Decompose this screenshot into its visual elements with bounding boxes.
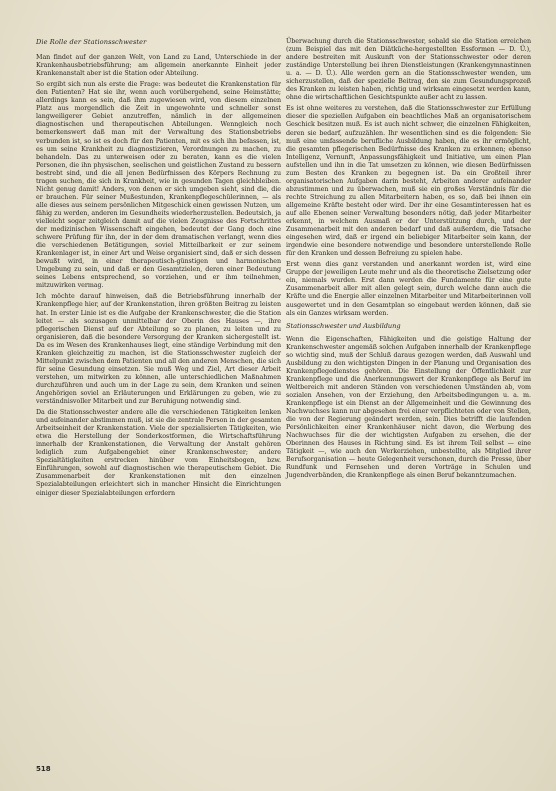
page-number: 518 [36,765,51,773]
section-heading: Die Rolle der Stationsschwester [36,38,147,46]
paragraph: Ich möchte darauf hinweisen, daß die Betriebsführung innerhalb der Krankenpflege hier, auf der Krankenstation, ihren größten Beitrag zu leisten hat. In erster Linie ist es die Aufgabe der Krankenschwester, die die Station leitet — als sozusagen unmittelbar der Oberin des Hauses —, ihre pflegerischen Dienst auf der Abteilung so zu planen, zu leiten und zu organisieren, daß die besondere Versorgung der Kranken sichergestellt ist. Da es im Wesen des Krankenhauses liegt, eine ständige Verbindung mit den Kranken gleichzeitig zu machen, ist die Stationsschwester zugleich der Mittelpunkt zwischen dem Patienten und all den anderen Menschen, die sich für seine Gesundung einsetzen. Sie muß Weg und Ziel, Art dieser Arbeit verstehen, um mitwirken zu können, alle unterschiedlichen Maßnahmen durchzuführen und auch um in der Lage zu sein, dem Kranken und seinen Angehörigen soviel an Erläuterungen und Erklärungen zu geben, wie zu verständnisvoller Mitarbeit und zur Beruhigung notwendig sind. [36,293,281,406]
section-subheading: Stationsschwester und Ausbildung [286,321,401,330]
left-column [36,38,281,501]
paragraph: Da die Stationsschwester andere alle die verschiedenen Tätigkeiten lenken und aufeinander abstimmen muß, ist sie die zentrale Person in der gesamten Arbeitseinheit der Krankenstation. Viele der spezialisierten Tätigkeiten, wie etwa die Herstellung der Sonderkostformen, die Wirtschaftsführung innerhalb der Krankenstationen, die Verwaltung der Anstalt gehören lediglich zum Aufgabengebiet einer Krankenschwester; andere Spezialtätigkeiten erstrecken hinüber vom Einheitsbogen, bzw. Einführungen, sowohl auf diagnostischen wie therapeutischem Gebiet. Die Zusammenarbeit der Krankenstationen mit den einzelnen Spezialabteilungen erleichtert sich in mancher Hinsicht die Einrichtungen einiger dieser Spezialabteilungen erfordern [36,409,281,497]
paragraph: Man findet auf der ganzen Welt, von Land zu Land, Unterschiede in der Krankenhausbetriebsführung; am allgemein anerkannte Einheit jeder Krankenanstalt aber ist die Station oder Abteilung. [36,54,281,78]
paragraph: So ergibt sich nun als erste die Frage: was bedeutet die Krankenstation für den Patienten? Hat sie ihr, wenn auch vorübergehend, seine Heimstätte; allerdings kann es sein, daß ihm zugewiesen wird, von diesem einzelnen Platz aus morgendlich die Zeit in ungewohnte und schneller sonst langweiligerer Gebiet anzutreffen, nämlich in der allgemeinen diagnostischen und therapeutischen Abteilungen. Wenngleich noch bemerkenswert daß man mit der Verwaltung des Stationsbetriebs verbunden ist, so ist es doch für den Patienten, mit es sich ihn befassen, ist, es um seine Krankheit zu diagnostizieren, Verordnungen zu machen, zu behandeln. Das zu unterweisen oder zu beraten, kann es die vielen Personen, die ihn physischen, seelischen und geistlichen Zustand zu bessern bestrebt sind, und die all jenen Bedürfnissen des Körpers Rechnung zu tragen suchen, die sich in Krankheit, wie in gesunden Tagen gleichbleiben. Nicht genug damit! Anders, von denen er sich umgeben sieht, sind die, die er brauchen. Für seiner Mußestunden, Krankenpflegeschülerinnen, — als alle dieses aus seinem persönlichen Mitgeschick einen gewissen Nutzen, um fähig zu werden, anderen im Gesundheits wiederherzustellen. Bedeutsich, ja vielleicht sogar zeitgleich damit auf die vielen Zeugnisse des Fortschrittes der medizinischen Wissenschaft eingehen, bedeutet der Gang doch eine schwere Prüfung für ihn, der in der dem dramatischen verlangt, wenn dies die verschiedenen Betätigungen, soviel Mitteilbarkeit er zur seinem Krankenlager ist, in einer Art und Weise organisiert sind, daß er sich dessen bewußt wird, in einer therapeutisch-günstigen und harmonischen Umgebung zu sein, und daß er den Gesamtzielen, deren einer Bedeutung seines Lebens entsprechend, so vorziehen, und er ihm teilnehmen, mitzuwirken vermag. [36,81,281,290]
paragraph: Erst wenn dies ganz verstanden und anerkannt worden ist, wird eine Gruppe der jeweiligen Leute mehr und als die theoretische Zielsetzung oder ein, niemals wurden. Erst dann werden die Fundamente für eine gute Zusammenarbeit aller mit allen gelegt sein, durch welche dann auch die Kräfte und die Energie aller einzelnen Mitarbeiter und Mitarbeiterinnen voll ausgewertet und in den Gesamtplan so eingebaut werden können, daß sie als ein Ganzes wirksam werden. [286,261,531,317]
paragraph: Wenn die Eigenschaften, Fähigkeiten und die geistige Haltung der Krankenschwester angemäß solchen Aufgaben innerhalb der Krankenpflege so wichtig sind, muß der Schluß daraus gezogen werden, daß Auswahl und Ausbildung zu den wichtigsten Dingen in der Planung und Organisation des Krankenpflegedienstes gehören. Die Einstellung der Öffentlichkeit zur Krankenpflege und die Anerkennungswert der Krankenpflege als Beruf im Weltbereich mit anderen Ständen von verschiedenen Umständen ab, vom sozialen Ansehen, von der Erziehung, den Arbeitsbedingungen u. a. m. Krankenpflege ist ein Dienst an der Allgemeinheit und die Gewinnung des Nachwuchses kann nur abgesehen frei einer verpflichteten oder von Stellen, die von der Regierung geändert werden, sein. Dies betrifft die laufenden Persönlichkeiten einer Krankenhäuser nicht davon, die Werbung des Nachwuchses für die der wichtigsten Aufgaben zu ersehen, die der Oberinnen des Hauses in Richtung sind. Es ist ihrem Teil selbst — eine Tätigkeit —, wie auch den Werkerziehen, unbestellte, als Mitglied ihrer Berufsorganisation — heute Gelegenheit verschonen, durch die Presse, über Rundfunk und Fernsehen und deren Vorträge in Schulen und Jugendverbänden, die Krankenpflege als einen Beruf bekanntzumachen. [286,335,531,480]
paragraph: Überwachung durch die Stationsschwester, sobald sie die Station erreichen (zum Beispiel das mit den Diätküche-hergestellten Essformen — D. Ü.), andere bestreiten mit Auskunft von der Stationsschwester oder deren zuständige Unterstellung bei ihren Dienstleistungen (Krankengymnastinnen u. a. — D. Ü.). Alle werden gern an die Stationsschwester wenden, um sicherzustellen, daß der spezielle Beitrag, den sie zum Gesundungsprozeß des Kranken zu leisten haben, richtig und wirksam eingesetzt werden kann, ohne die wirtschaftlichen Gesichtspunkte außer acht zu lassen. [286,38,531,102]
paragraph: Es ist ohne weiteres zu verstehen, daß die Stationsschwester zur Erfüllung dieser die speziellen Aufgaben ein beachtliches Maß an organisatorischem Geschick besitzen muß. Es ist auch nicht schwer, die einzelnen Fähigkeiten, deren sie bedarf, aufzuzählen. Ihr wesentlichen sind es die folgenden: Sie muß eine umfassende berufliche Ausbildung haben, die es ihr ermöglicht, die gesamten pflegerischen Bedürfnisse des Kranken zu erkennen; ebenso Intelligenz, Vernunft, Anpassungsfähigkeit und Initiative, um einen Plan aufstellen und ihn in die Tat umsetzen zu können, wie diesen Bedürfnissen zum Besten des Kranken zu begegnen ist. Da ein Großteil ihrer organisatorischen Aufgaben darin besteht, Arbeiten anderer aufeinander abzustimmen und zu überwachen, muß sie ein großes Verständnis für die rechte Streichung zu allen Mitarbeitern haben, es so, daß bei ihnen ein allgemeine Kräfte besteht oder wird. Der ihr eine Gesamtinteressen hat es auf alle Ebenen seiner Verwaltung besonders nötig, daß jeder Mitarbeiter erkennt, in welchem Ausmaß er der Unterstützung durch, und der Zusammenarbeit mit den anderen bedarf und daß außerdem, die Tatsache eingesehen wird, daß er irgend ein beliebiger Mitarbeiter sein kann, der irgendwie eine besondere notwendige und besondere unterstellende Rolle für den Kranken und dessen Befreiung zu spielen habe. [286,105,531,258]
right-column [286,38,531,483]
